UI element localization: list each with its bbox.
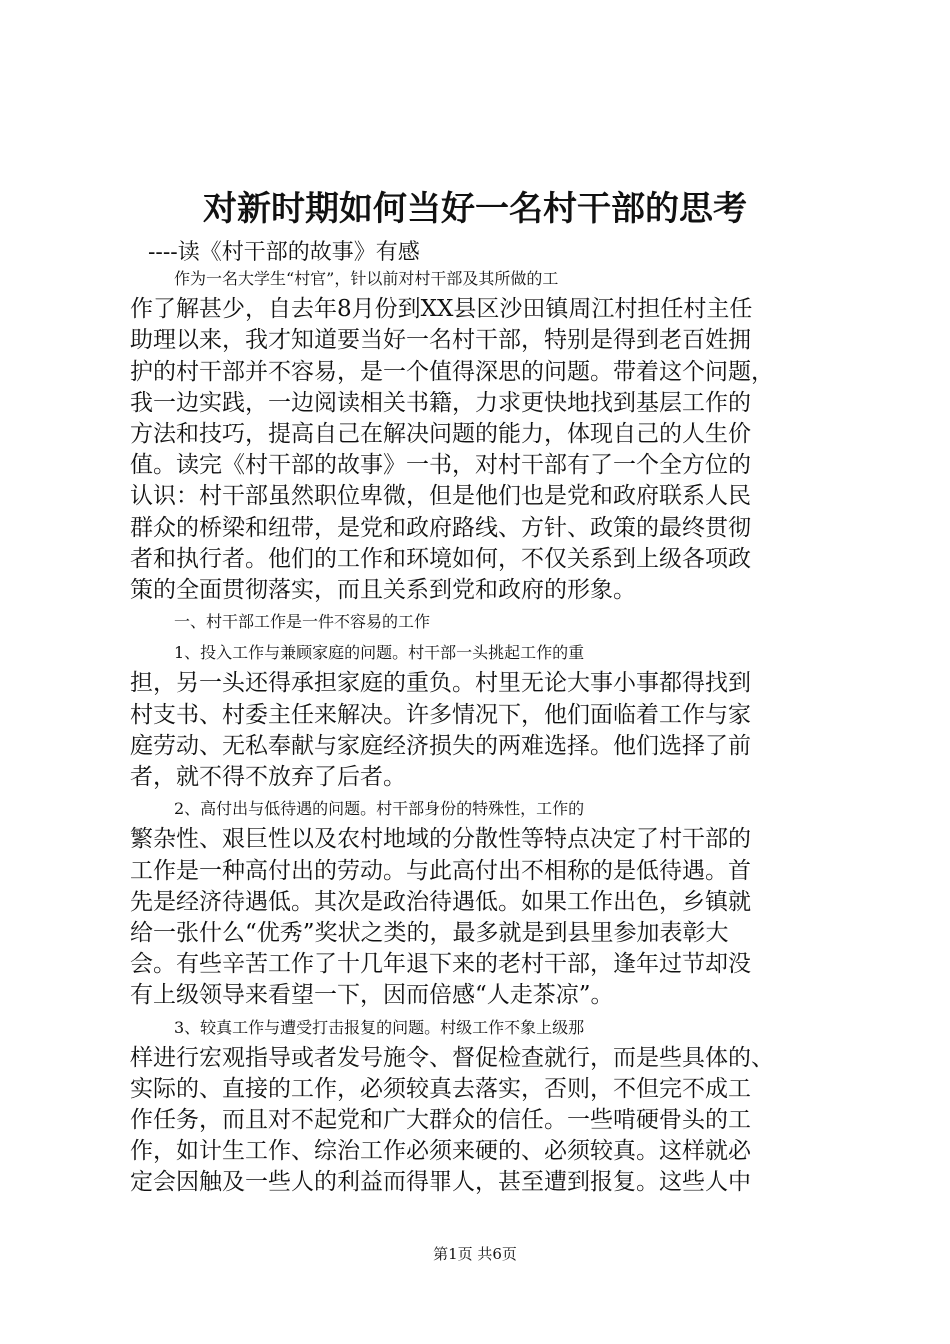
body-text-line: 工作是一种高付出的劳动。与此高付出不相称的是低待遇。首 [130,857,751,884]
body-text-line: 1、投入工作与兼顾家庭的问题。村干部一头挑起工作的重 [174,643,585,663]
document-title: 对新时期如何当好一名村干部的思考 [203,189,747,229]
body-text-line: 群众的桥梁和纽带，是党和政府路线、方针、政策的最终贯彻 [130,514,751,541]
body-text-line: 作，如计生工作、综治工作必须来硬的、必须较真。这样就必 [130,1138,751,1165]
body-text-line: 策的全面贯彻落实，而且关系到党和政府的形象。 [130,576,636,603]
body-text-line: 实际的、直接的工作，必须较真去落实，否则，不但完不成工 [130,1075,751,1102]
body-text-line: 作了解甚少，自去年8月份到XX县区沙田镇周江村担任村主任 [130,296,753,323]
body-text-line: 作任务，而且对不起党和广大群众的信任。一些啃硬骨头的工 [130,1107,751,1134]
document-subtitle: ----读《村干部的故事》有感 [148,240,420,265]
body-text-line: 一、村干部工作是一件不容易的工作 [174,612,431,632]
body-text-line: 者，就不得不放弃了后者。 [130,764,406,790]
body-text-line: 值。读完《村干部的故事》一书，对村干部有了一个全方位的 [130,452,751,479]
document-body [130,263,830,1199]
body-text-line: 方法和技巧，提高自己在解决问题的能力，体现自己的人生价 [130,420,751,447]
body-text-line: 会。有些辛苦工作了十几年退下来的老村干部，逢年过节却没 [130,951,751,978]
page-footer: 第1页 共6页 [433,1245,517,1263]
body-text-line: 庭劳动、无私奉献与家庭经济损失的两难选择。他们选择了前 [130,732,751,759]
body-text-line: 我一边实践，一边阅读相关书籍，力求更快地找到基层工作的 [130,389,751,416]
body-text-line: 繁杂性、艰巨性以及农村地域的分散性等特点决定了村干部的 [130,826,751,853]
body-text-line: 有上级领导来看望一下，因而倍感“人走茶凉”。 [130,982,614,1009]
body-text-line: 3、较真工作与遭受打击报复的问题。村级工作不象上级那 [174,1017,585,1037]
body-text-line: 给一张什么“优秀”奖状之类的，最多就是到县里参加表彰大 [130,919,729,946]
body-text-line: 2、高付出与低待遇的问题。村干部身份的特殊性，工作的 [174,799,585,819]
body-text-line: 助理以来，我才知道要当好一名村干部，特别是得到老百姓拥 [130,327,751,354]
body-text-line: 样进行宏观指导或者发号施令、督促检查就行，而是些具体的、 [130,1044,774,1071]
body-text-line: 村支书、村委主任来解决。许多情况下，他们面临着工作与家 [130,701,751,728]
body-text-line: 先是经济待遇低。其次是政治待遇低。如果工作出色，乡镇就 [130,888,751,915]
body-text-line: 作为一名大学生“村官”，针以前对村干部及其所做的工 [174,269,559,288]
body-text-line: 认识：村干部虽然职位卑微，但是他们也是党和政府联系人民 [130,483,751,510]
body-text-line: 者和执行者。他们的工作和环境如何，不仅关系到上级各项政 [130,545,751,572]
body-text-line: 定会因触及一些人的利益而得罪人，甚至遭到报复。这些人中 [130,1169,751,1196]
body-text-line: 担，另一头还得承担家庭的重负。村里无论大事小事都得找到 [130,670,751,697]
body-text-line: 护的村干部并不容易，是一个值得深思的问题。带着这个问题， [130,358,774,385]
